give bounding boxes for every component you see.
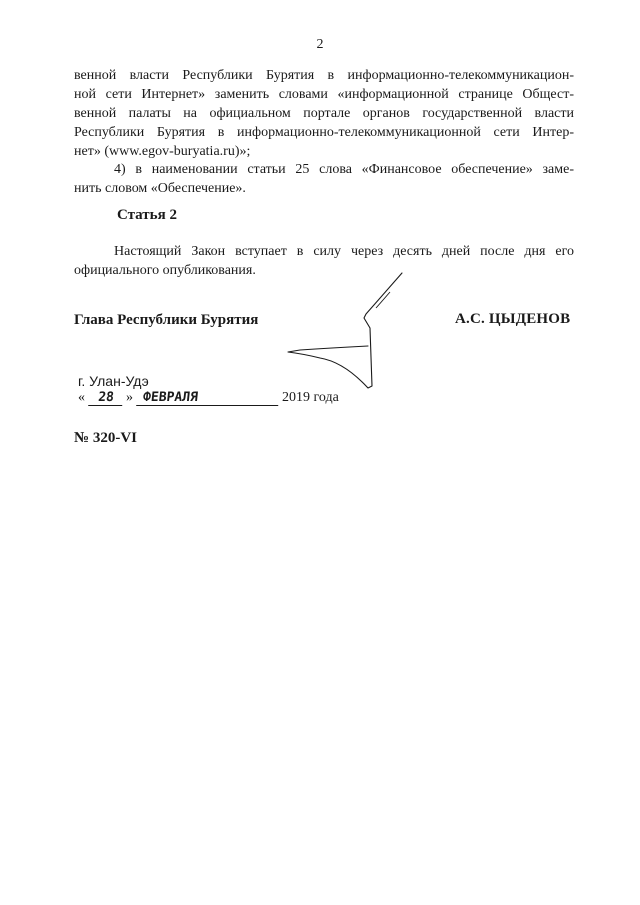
item4-line: нить словом «Обеспечение».: [74, 181, 246, 196]
body-line: нет» (www.egov-buryatia.ru)»;: [74, 144, 251, 159]
signer-name: А.С. ЦЫДЕНОВ: [455, 311, 571, 327]
date-month-field: ФЕВРАЛЯ: [136, 390, 280, 406]
article-line: официального опубликования.: [74, 263, 256, 278]
date-close-quote: »: [126, 390, 133, 405]
body-line: Республики Бурятия в информационно-телекоммуникационной сети Интер-: [74, 125, 574, 140]
signer-title: Глава Республики Бурятия: [74, 312, 259, 328]
page-number: 2: [316, 37, 324, 52]
law-number: № 320-VI: [74, 430, 137, 446]
date-open-quote: «: [78, 390, 85, 405]
body-line: ной сети Интернет» заменить словами «информационной странице Общест-: [74, 87, 574, 102]
date-year: 2019 года: [282, 390, 339, 405]
body-line: венной власти Республики Бурятия в информационно-телекоммуникацион-: [74, 68, 574, 83]
article-line: Настоящий Закон вступает в силу через десять дней после дня его: [114, 244, 574, 259]
article-heading: Статья 2: [117, 207, 177, 223]
date-day-field: 28: [88, 390, 124, 406]
date-line: [78, 390, 339, 406]
city-line: г. Улан-Удэ: [78, 373, 149, 389]
handwritten-signature: [280, 270, 420, 395]
body-line: венной палаты на официальном портале органов государственной власти: [74, 106, 574, 121]
item4-line: 4) в наименовании статьи 25 слова «Финансовое обеспечение» заме-: [114, 162, 574, 177]
